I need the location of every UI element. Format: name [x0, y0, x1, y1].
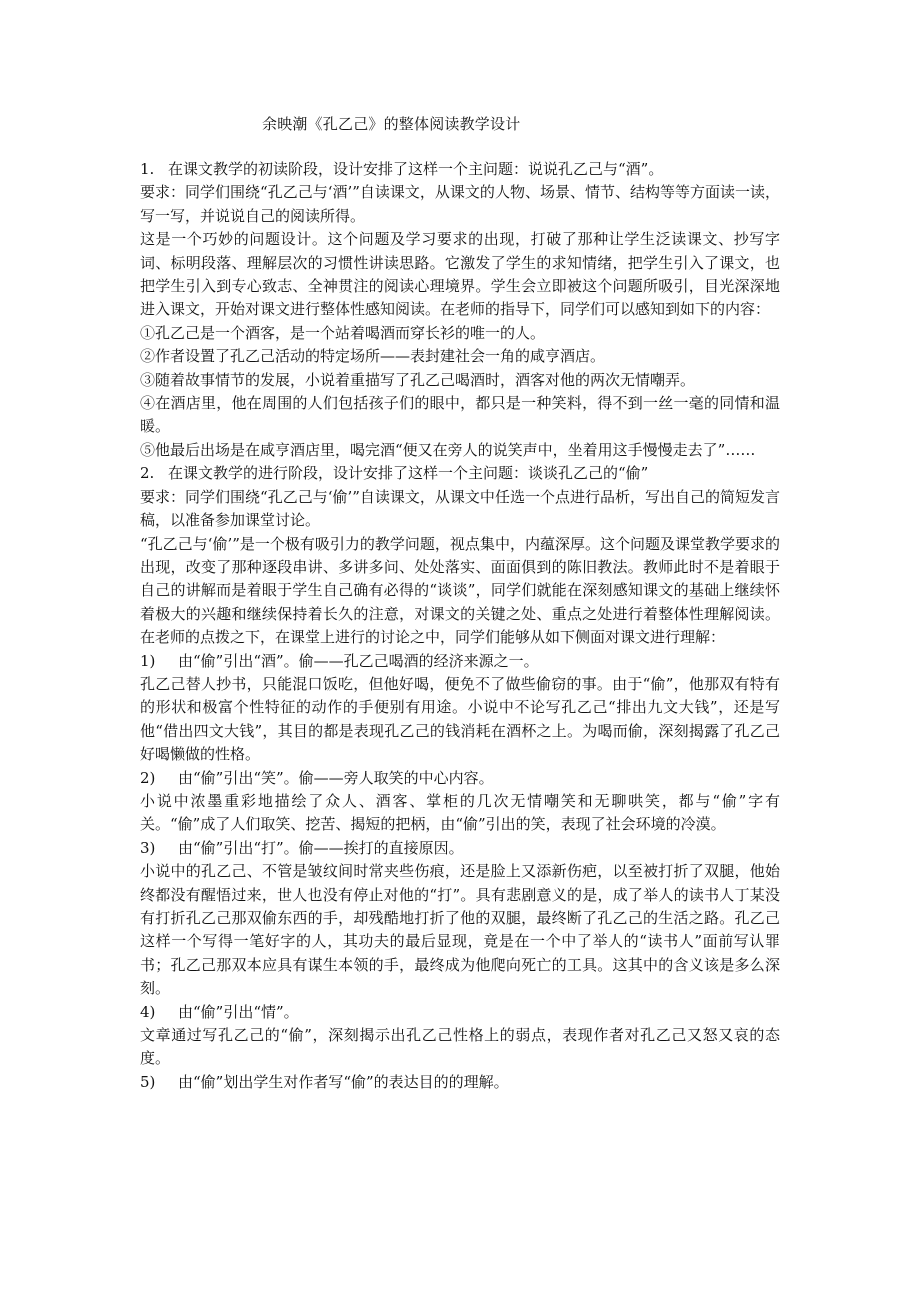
section-number: 2. [140, 464, 155, 483]
list-item: ①孔乙己是一个酒客，是一个站着喝酒而穿长衫的唯一的人。 [140, 323, 546, 342]
section-2-commentary: “孔乙己与‘偷’”是一个极有吸引力的教学问题，视点集中，内蕴深厚。这个问题及课堂教学要求的出现，改变了那种逐段串讲、多讲多问、处处落实、面面俱到的陈旧教法。教师此时不是着眼于自己的讲解而是着眼于学生自己确有必得的“谈谈”，同学们就能在深刻感知课文的基础上继续怀着极大的兴趣和继续保持着长久的注意，对课文的关键之处、重点之处进行着整体性理解阅读。在老师的点拨之下，在课堂上进行的讨论之中，同学们能够从如下侧面对课文进行理解： [140, 534, 780, 647]
list-item: ②作者设置了孔乙己活动的特定场所——表封建社会一角的咸亨酒店。 [140, 347, 606, 366]
subsection-body: 小说中浓墨重彩地描绘了众人、酒客、掌柜的几次无情嘲笑和无聊哄笑，都与“偷”字有关。“偷”成了人们取笑、挖苦、揭短的把柄，由“偷”引出的笑，表现了社会环境的冷漠。 [140, 791, 780, 834]
subsection-body: 小说中的孔乙己、不管是皱纹间时常夹些伤痕，还是脸上又添新伤疤，以至被打折了双腿，他始终都没有醒悟过来，世人也没有停止对他的“打”。具有悲剧意义的是，成了举人的读书人丁某没有打折孔乙己那双偷东西的手，却残酷地打折了他的双腿，最终断了孔乙己的生活之路。孔乙己这样一个写得一笔好字的人，其功夫的最后显现，竟是在一个中了举人的“读书人”面前写认罪书；孔乙己那双本应具有谋生本领的手，最终成为他爬向死亡的工具。这其中的含义该是多么深刻。 [140, 862, 780, 998]
list-item: ③随着故事情节的发展，小说着重描写了孔乙己喝酒时，酒客对他的两次无情嘲弄。 [140, 370, 696, 389]
section-2-heading: 2. 在课文教学的进行阶段，设计安排了这样一个主问题：谈谈孔乙己的“偷” [140, 462, 780, 485]
list-item: ④在酒店里，他在周围的人们包括孩子们的眼中，都只是一种笑料，得不到一丝一毫的同情和温暖。 [140, 394, 780, 436]
list-item: ⑤他最后出场是在咸亨酒店里，喝完酒“便又在旁人的说笑声中，坐着用这手慢慢走去了”…… [140, 440, 756, 459]
document-title: 余映潮《孔乙己》的整体阅读教学设计 [262, 115, 521, 133]
subsection-body: 孔乙己替人抄书，只能混口饭吃，但他好喝，便免不了做些偷窃的事。由于“偷”，他那双有特有的形状和极富个性特征的动作的手便别有用途。小说中不论写孔乙己“排出九文大钱”，还是写他“借出四文大钱”，其目的都是表现孔乙己的钱消耗在酒杯之上。为喝而偷，深刻揭露了孔乙己好喝懒做的性格。 [140, 674, 780, 764]
section-1-heading: 1. 在课文教学的初读阶段，设计安排了这样一个主问题：说说孔乙己与“酒”。 [140, 158, 780, 181]
section-1-requirement: 要求：同学们围绕“孔乙己与‘酒’”自读课文，从课文的人物、场景、情节、结构等等方面读一读，写一写，并说说自己的阅读所得。 [140, 183, 780, 225]
document-body [140, 158, 780, 1094]
subsection-heading: 3) 由“偷”引出“打”。偷——挨打的直接原因。 [140, 838, 464, 857]
section-1-commentary: 这是一个巧妙的问题设计。这个问题及学习要求的出现，打破了那种让学生泛读课文、抄写字词、标明段落、理解层次的习惯性讲读思路。它激发了学生的求知情绪，把学生引入了课文，也把学生引入到专心致志、全神贯注的阅读心理境界。学生会立即被这个问题所吸引，目光深深地进入课文，开始对课文进行整体性感知阅读。在老师的指导下，同学们可以感知到如下的内容： [140, 230, 780, 319]
subsection-heading: 1) 由“偷”引出“酒”。偷——孔乙己喝酒的经济来源之一。 [140, 651, 539, 670]
section-2-requirement: 要求：同学们围绕“孔乙己与‘偷’”自读课文，从课文中任选一个点进行品析，写出自己的简短发言稿，以准备参加课堂讨论。 [140, 487, 780, 530]
subsection-heading: 5) 由“偷”划出学生对作者写“偷”的表达目的的理解。 [140, 1072, 509, 1091]
subsection-heading: 2) 由“偷”引出“笑”。偷——旁人取笑的中心内容。 [140, 768, 494, 787]
section-number: 1. [140, 160, 155, 178]
subsection-heading: 4) 由“偷”引出“情”。 [140, 1002, 299, 1021]
subsection-body: 文章通过写孔乙己的“偷”，深刻揭示出孔乙己性格上的弱点，表现作者对孔乙己又怒又哀的态度。 [140, 1026, 780, 1068]
